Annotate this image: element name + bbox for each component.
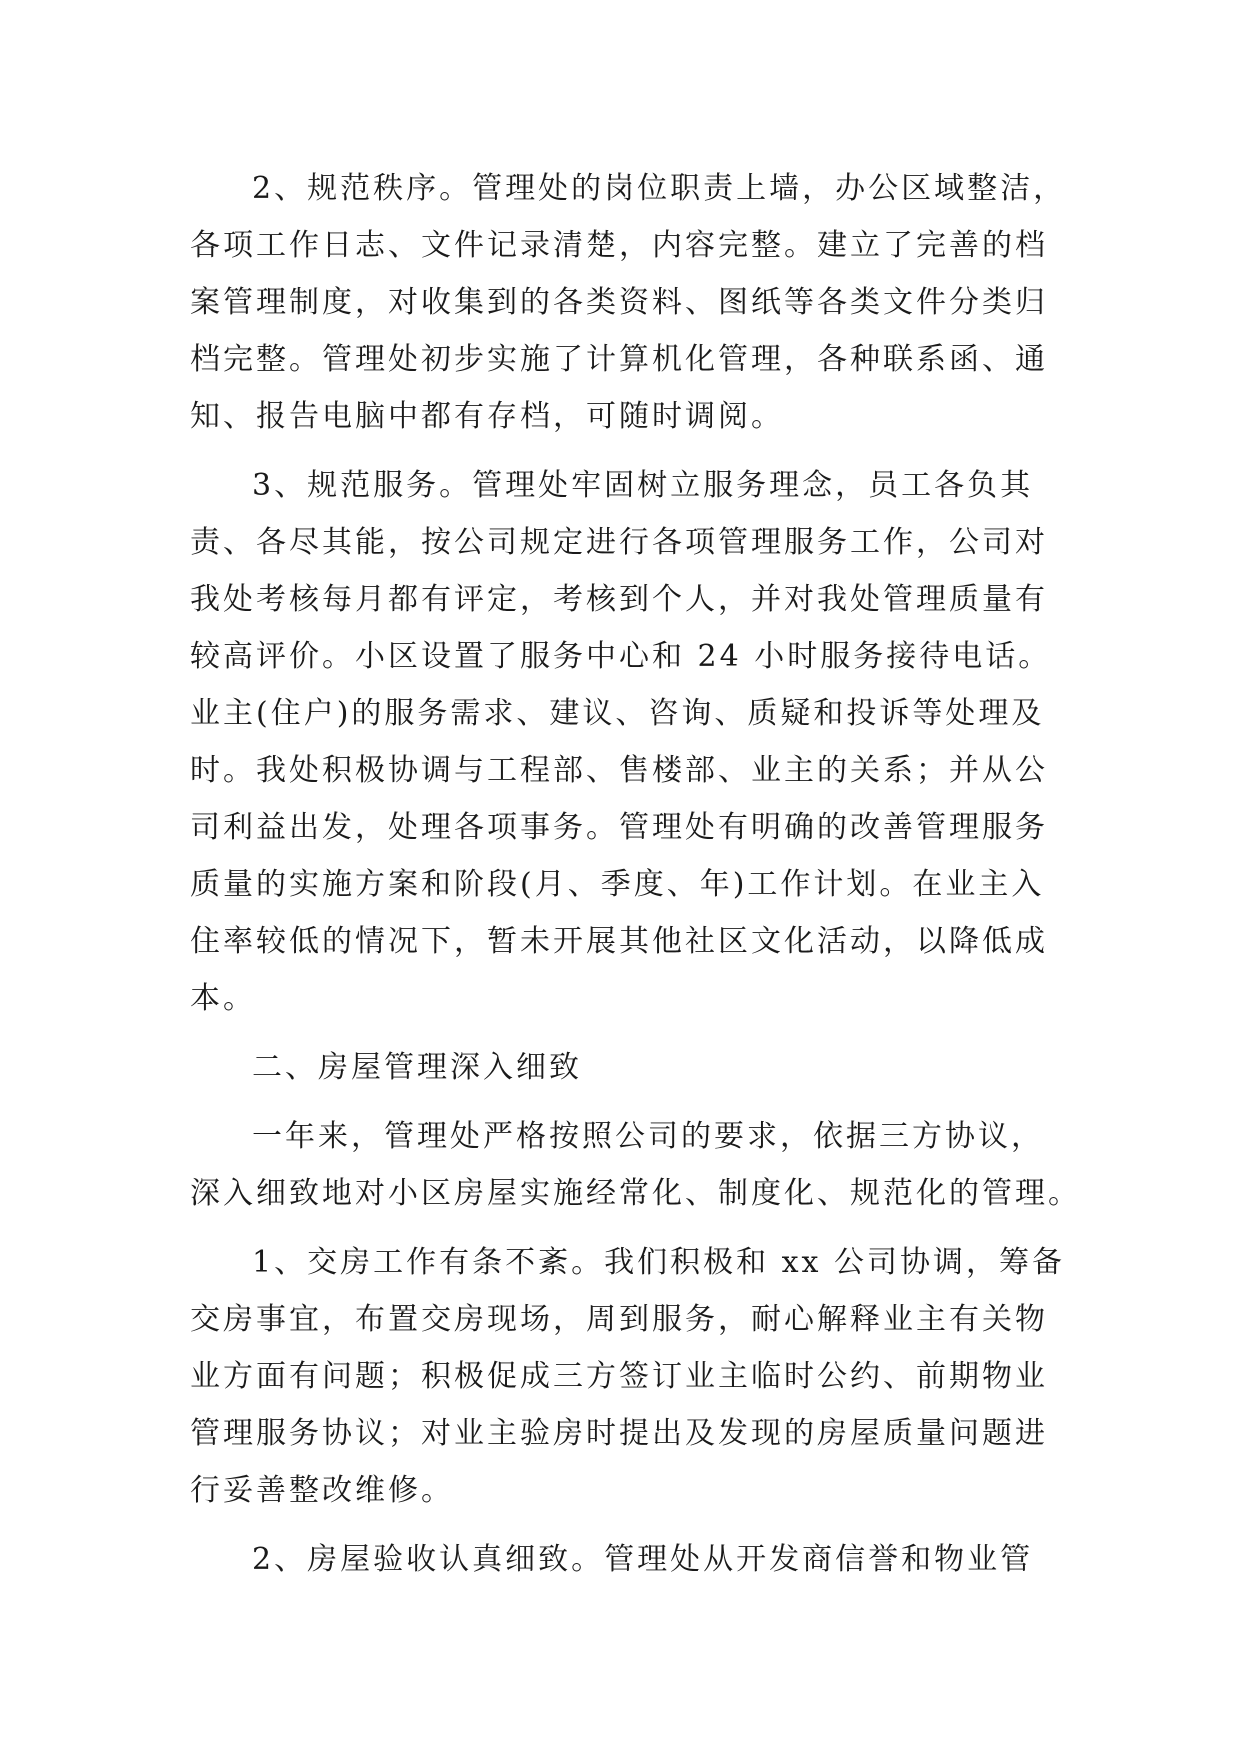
document-body	[190, 160, 1081, 1588]
text-line: 3、规范服务。管理处牢固树立服务理念，员工各负其	[252, 468, 1034, 503]
text-line: 较高评价。小区设置了服务中心和 24 小时服务接待电话。	[190, 639, 1052, 674]
text-line: 业方面有问题；积极促成三方签订业主临时公约、前期物业	[190, 1359, 1048, 1394]
text-line: 深入细致地对小区房屋实施经常化、制度化、规范化的管理。	[190, 1176, 1081, 1211]
text-line: 司利益出发，处理各项事务。管理处有明确的改善管理服务	[190, 810, 1048, 845]
text-line: 本。	[190, 981, 256, 1016]
paragraph-gap	[190, 1519, 1070, 1531]
text-line: 2、规范秩序。管理处的岗位职责上墙，办公区域整洁，	[252, 171, 1067, 206]
paragraph-gap	[190, 1222, 1070, 1234]
text-line: 时。我处积极协调与工程部、售楼部、业主的关系；并从公	[190, 753, 1048, 788]
text-line: 知、报告电脑中都有存档，可随时调阅。	[190, 399, 784, 434]
text-line: 案管理制度，对收集到的各类资料、图纸等各类文件分类归	[190, 285, 1048, 320]
text-line: 质量的实施方案和阶段(月、季度、年)工作计划。在业主入	[190, 867, 1045, 902]
text-line: 住率较低的情况下，暂未开展其他社区文化活动，以降低成	[190, 924, 1048, 959]
paragraph-gap	[190, 1027, 1070, 1039]
text-line: 1、交房工作有条不紊。我们积极和 xx 公司协调，筹备	[252, 1245, 1065, 1280]
text-line: 管理服务协议；对业主验房时提出及发现的房屋质量问题进	[190, 1416, 1048, 1451]
text-line: 行妥善整改维修。	[190, 1473, 454, 1508]
text-line: 我处考核每月都有评定，考核到个人，并对我处管理质量有	[190, 582, 1048, 617]
text-line: 各项工作日志、文件记录清楚，内容完整。建立了完善的档	[190, 228, 1048, 263]
text-line: 二、房屋管理深入细致	[252, 1050, 582, 1085]
paragraph-gap	[190, 1096, 1070, 1108]
text-line: 交房事宜，布置交房现场，周到服务，耐心解释业主有关物	[190, 1302, 1048, 1337]
text-line: 业主(住户)的服务需求、建议、咨询、质疑和投诉等处理及	[190, 696, 1045, 731]
text-line: 2、房屋验收认真细致。管理处从开发商信誉和物业管	[252, 1542, 1034, 1577]
text-line: 责、各尽其能，按公司规定进行各项管理服务工作，公司对	[190, 525, 1048, 560]
paragraph-gap	[190, 445, 1070, 457]
text-line: 一年来，管理处严格按照公司的要求，依据三方协议，	[252, 1119, 1044, 1154]
text-line: 档完整。管理处初步实施了计算机化管理，各种联系函、通	[190, 342, 1048, 377]
